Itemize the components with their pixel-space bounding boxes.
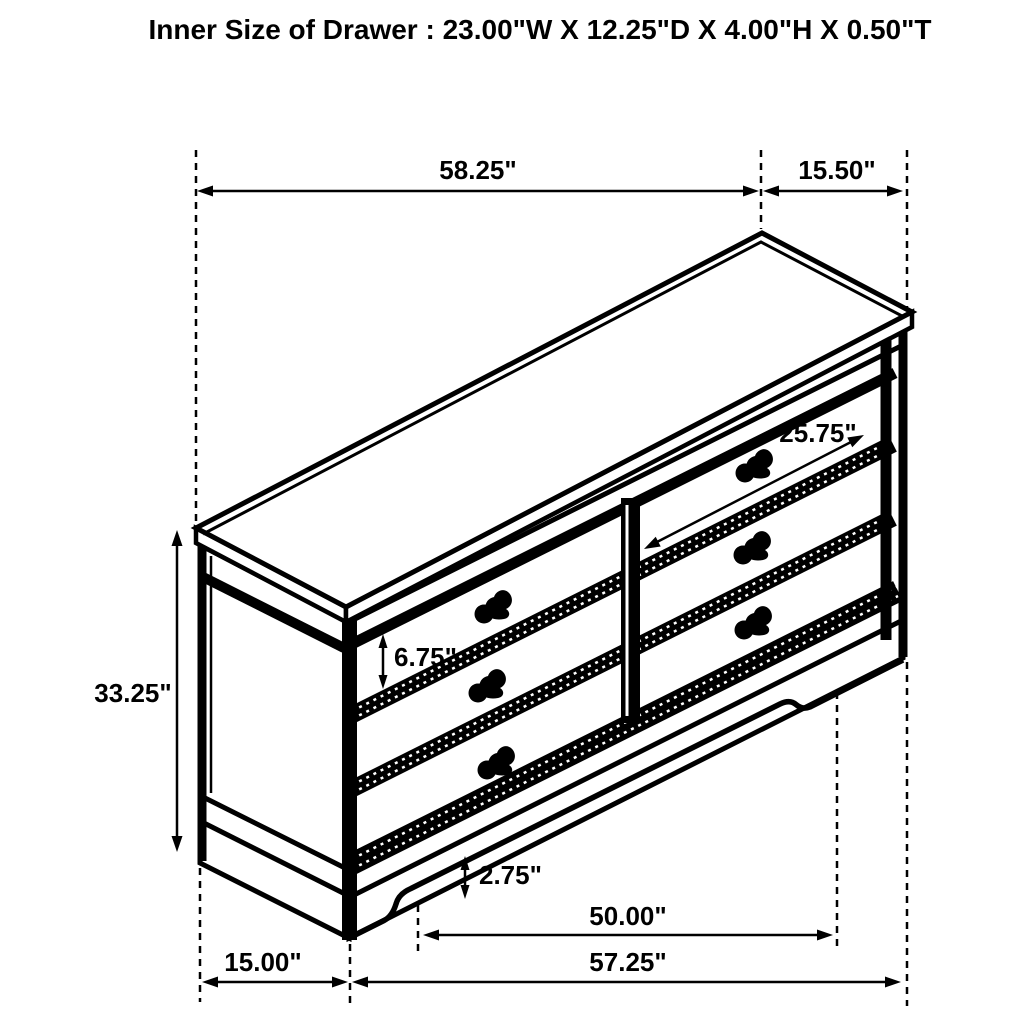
dim-side-depth-label: 15.00" xyxy=(224,947,302,977)
dim-drawer-width-label: 25.75" xyxy=(779,418,857,448)
drawer-divider xyxy=(621,498,640,723)
dim-top-width-label: 58.25" xyxy=(439,155,517,185)
dim-overall-height-label: 33.25" xyxy=(94,678,172,708)
dim-top-depth-label: 15.50" xyxy=(798,155,876,185)
dim-front-width-label: 57.25" xyxy=(589,947,667,977)
dim-drawer-face-height-label: 6.75" xyxy=(394,642,457,672)
dim-foot-height-label: 2.75" xyxy=(479,860,542,890)
dim-inner-width-label: 50.00" xyxy=(589,901,667,931)
near-corner-post xyxy=(342,604,357,940)
diagram-title: Inner Size of Drawer : 23.00"W X 12.25"D X 4.00"H X 0.50"T xyxy=(148,14,932,45)
